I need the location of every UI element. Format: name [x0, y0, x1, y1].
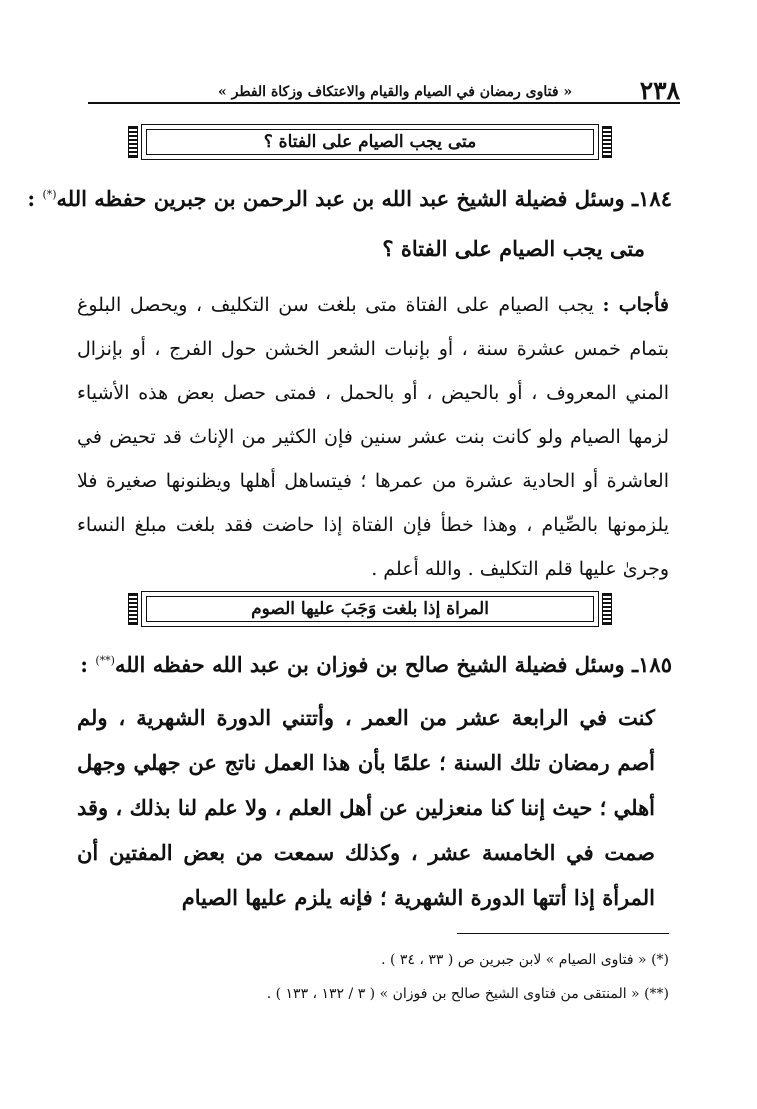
section-title: متى يجب الصيام على الفتاة ؟ — [263, 132, 477, 152]
footnote: (**) « المنتقى من فتاوى الشيخ صالح بن فوزان » ( ٣ / ١٣٢ ، ١٣٣ ) . — [266, 986, 669, 1002]
footnote-marker: (*) — [42, 188, 57, 201]
running-title: « فتاوى رمضان في الصيام والقيام والاعتكاف وزكاة الفطر » — [218, 84, 573, 100]
page-number: ٢٣٨ — [639, 76, 680, 105]
answer-paragraph — [77, 283, 669, 591]
section-title-box — [128, 124, 612, 160]
title-ornament-icon — [128, 126, 138, 158]
section-title: المراة إذا بلغت وَجَبَ عليها الصوم — [251, 599, 489, 619]
question-text: كنت في الرابعة عشر من العمر ، وأتتني الدورة الشهرية ، ولم أصم رمضان تلك السنة ؛ علمًا بأن هذا العمل ناتج عن جهلي وجهل أهلي ؛ حيث إننا كنا منعزلين عن أهل العلم ، ولا علم لنا بذلك ، وقد صمت في الخامسة عشر ، وكذلك سمعت من بعض المفتين أن المرأة إذا أتتها الدورة الشهرية ؛ فإنه يلزم عليها الصيام — [77, 705, 655, 910]
footnote: (*) « فتاوى الصيام » لابن جبرين ص ( ٣٣ ، ٣٤ ) . — [381, 952, 669, 968]
title-ornament-icon — [602, 593, 612, 625]
answer-text: يجب الصيام على الفتاة متى بلغت سن التكليف ، ويحصل البلوغ بتمام خمس عشرة سنة ، أو بإنبات الشعر الخشن حول الفرج ، أو بإنزال المني المعروف ، أو بالحيض ، أو بالحمل ، فمتى حصل بعض هذه الأشياء لزمها الصيام ولو كانت بنت عشر سنين فإن الكثير من الإناث قد تحيض في العاشرة أو الحادية عشرة من عمرها ؛ فيتساهل أهلها ويظنونها صغيرة فلا يلزمونها بالصِّيام ، وهذا خطأ فإن الفتاة إذا حاضت فقد بلغت مبلغ النساء وجرىٰ عليها قلم التكليف . والله أعلم . — [77, 294, 669, 580]
question-heading: ١٨٥ـ وسئل فضيلة الشيخ صالح بن فوزان بن عبد الله حفظه الله(**) : — [80, 652, 672, 677]
footnote-rule — [457, 933, 669, 934]
footnote-marker: (**) — [95, 654, 115, 667]
question-heading: ١٨٤ـ وسئل فضيلة الشيخ عبد الله بن عبد الرحمن بن جبرين حفظه الله(*) : — [27, 186, 672, 211]
header-rule — [88, 102, 680, 104]
title-ornament-icon — [128, 593, 138, 625]
section-title-box — [128, 591, 612, 627]
question-text: متى يجب الصيام على الفتاة ؟ — [382, 236, 645, 261]
title-ornament-icon — [602, 126, 612, 158]
answer-lead: فأجاب : — [602, 294, 670, 316]
